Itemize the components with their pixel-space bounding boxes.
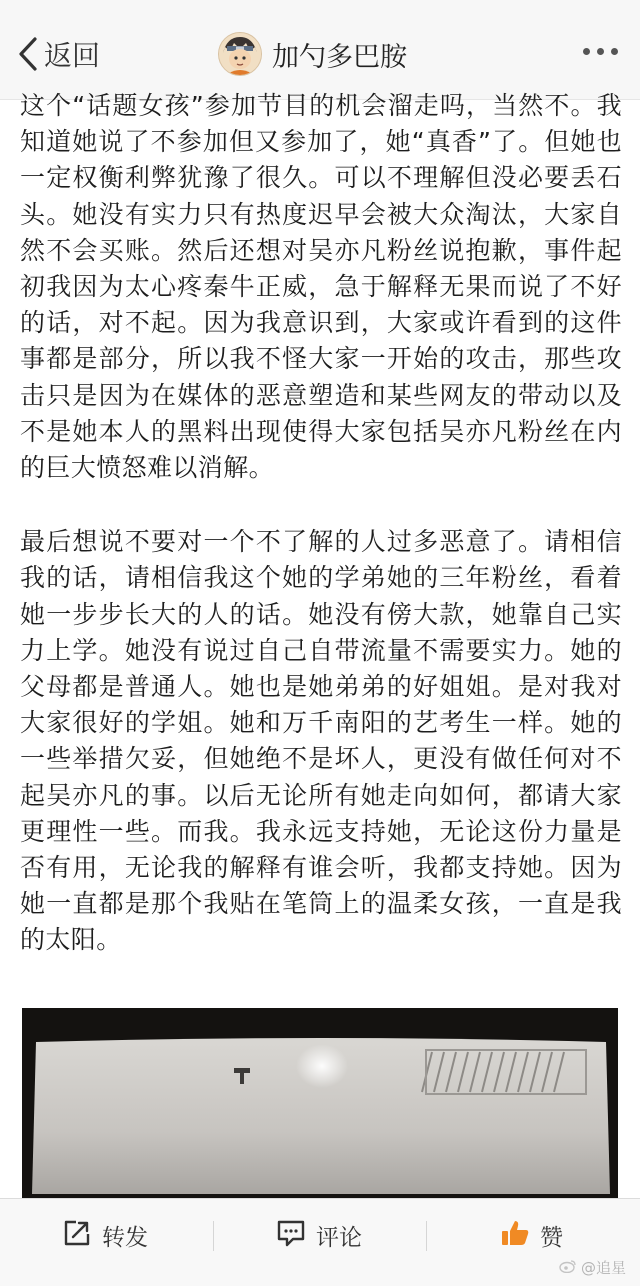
repost-button[interactable] (62, 1217, 148, 1253)
profile-name: 加勺多巴胺 (272, 41, 407, 73)
top-navigation-bar (0, 0, 640, 100)
back-label: 返回 (44, 39, 101, 72)
profile-title[interactable] (218, 30, 407, 78)
dot (583, 48, 590, 55)
chevron-left-icon (18, 37, 38, 71)
post-paragraph-1: 这个“话题女孩”参加节目的机会溜走吗，当然不。我知道她说了不参加但又参加了，她“真香”了。但她也一定权衡利弊犹豫了很久。可以不理解但没必要丢石头。她没有实力只有热度迟早会被大众淘汰，大家自然不会买账。然后还想对吴亦凡粉丝说抱歉，事件起初我因为太心疼秦牛正威，急于解释无果而说了不好的话，对不起。因为我意识到，大家或许看到的这件事都是部分，所以我不怪大家一开始的攻击，那些攻击只是因为在媒体的恶意塑造和某些网友的带动以及不是她本人的黑料出现使得大家包括吴亦凡粉丝在内的巨大愤怒难以消解。 (20, 91, 622, 483)
comment-button[interactable] (276, 1217, 362, 1253)
divider (426, 1221, 427, 1251)
post-image[interactable] (22, 1008, 618, 1200)
share-icon (62, 1218, 92, 1252)
dot (611, 48, 618, 55)
thumbs-up-icon (500, 1218, 530, 1252)
watermark-text: @追星 (580, 1259, 626, 1277)
action-toolbar (0, 1198, 640, 1286)
comment-icon (276, 1218, 306, 1252)
post-paragraph-2: 最后想说不要对一个不了解的人过多恶意了。请相信我的话，请相信我这个她的学弟她的三年粉丝，看着她一步步长大的人的话。她没有傍大款，她靠自己实力上学。她没有说过自己自带流量不需要实力。她的父母都是普通人。她也是她弟弟的好姐姐。是对我对大家很好的学姐。她和万千南阳的艺考生一样。她的一些举措欠妥，但她绝不是坏人，更没有做任何对不起吴亦凡的事。以后无论所有她走向如何，都请大家更理性一些。而我。我永远支持她，无论这份力量是否有用，无论我的解释有谁会听，我都支持她。因为她一直都是那个我贴在笔筒上的温柔女孩，一直是我的太阳。 (20, 527, 622, 955)
divider (213, 1221, 214, 1251)
weibo-logo-icon (559, 1259, 577, 1277)
more-dots-icon[interactable] (583, 48, 618, 55)
watermark (559, 1257, 626, 1278)
comment-label: 评论 (316, 1224, 362, 1251)
anime-avatar-icon[interactable] (218, 32, 262, 76)
back-button[interactable] (18, 34, 100, 74)
like-label: 赞 (540, 1224, 563, 1251)
like-button[interactable] (500, 1217, 563, 1253)
repost-label: 转发 (102, 1224, 148, 1251)
dot (597, 48, 604, 55)
